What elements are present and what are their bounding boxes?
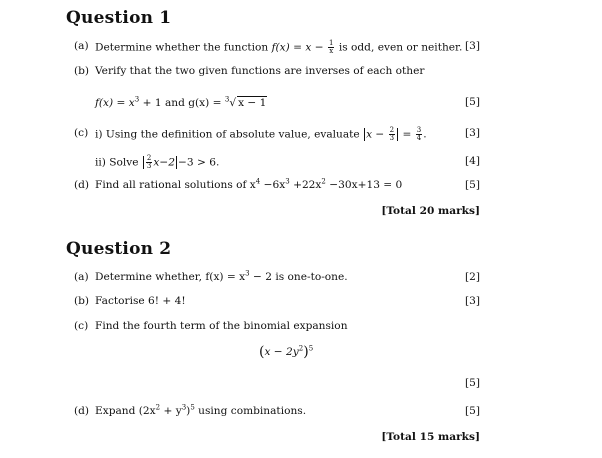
q2-b-text: Factorise 6! + 4!	[95, 295, 186, 307]
q2-c-label: (c)	[74, 320, 89, 332]
q2-a-marks: [2]	[464, 271, 480, 283]
q2-a-text: Determine whether, $f(x) = x^3 - 2$ is one-to-one.	[95, 269, 348, 283]
q2-total-marks: [Total 15 marks]	[381, 431, 480, 443]
q1-b-label: (b)	[74, 65, 90, 77]
q2-a-label: (a)	[74, 271, 89, 283]
q2-d-label: (d)	[74, 405, 90, 417]
q1-c-i-marks: [3]	[464, 127, 480, 139]
q1-total-marks: [Total 20 marks]	[381, 205, 480, 217]
q1-c-ii-marks: [4]	[464, 155, 480, 167]
q2-b-marks: [3]	[464, 295, 480, 307]
question-1-title: Question 1	[66, 8, 172, 28]
q1-b-text: Verify that the two given functions are inverses of each other	[95, 65, 425, 77]
q1-c-ii-text: ii) Solve $\frac{2}{3}$ x−2 −3 > 6.	[95, 154, 220, 170]
q1-c-label: (c)	[74, 127, 89, 139]
q1-c-i-text: i) Using the definition of absolute value, evaluate x − $\frac{2}{3}$ = $\frac{3}{4}$ .	[95, 126, 427, 142]
q1-a-text: Determine whether the function f(x) = x − $\frac{1}{x}$ is odd, even or neither.	[95, 39, 463, 55]
q2-d-marks: [5]	[464, 405, 480, 417]
q2-c-marks: [5]	[464, 377, 480, 389]
q1-a-marks: [3]	[464, 40, 480, 52]
q2-c-binomial-expression: $(x - 2y^2)^5$	[259, 344, 314, 360]
q1-d-label: (d)	[74, 179, 90, 191]
q1-b-functions: $f(x) = x^3 + 1$ and g(x) = $^3$√ x − 1	[95, 95, 267, 109]
q1-d-text: Find all rational solutions of $x^4 -6x^3 +22x^2 -30x+13 = 0$	[95, 177, 403, 191]
q2-d-text: Expand $(2x^2 + y^3)^5$ using combinations.	[95, 403, 307, 417]
q1-b-marks: [5]	[464, 96, 480, 108]
q2-b-label: (b)	[74, 295, 90, 307]
q1-a-label: (a)	[74, 40, 89, 52]
q2-c-text: Find the fourth term of the binomial expansion	[95, 320, 348, 332]
q1-d-marks: [5]	[464, 179, 480, 191]
question-2-title: Question 2	[66, 239, 172, 259]
